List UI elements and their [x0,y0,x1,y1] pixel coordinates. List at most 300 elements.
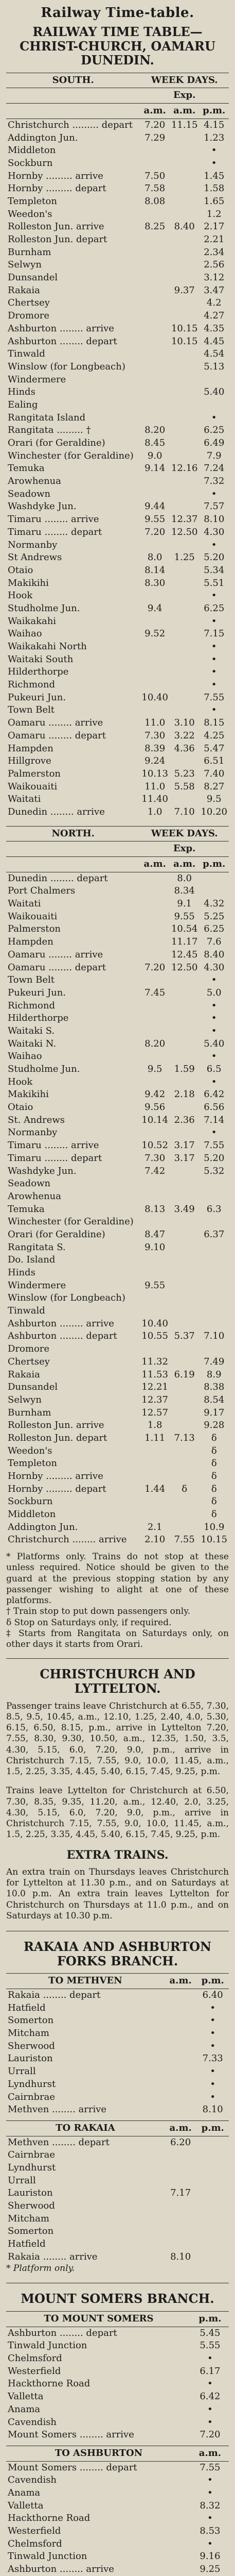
south-time: 6.25 [204,425,225,436]
south-time: 12.16 [171,463,198,474]
to-mount-somers-body [6,2327,229,2442]
north-time: 10.54 [171,923,198,935]
south-time: 11.15 [171,119,198,130]
south-col-1 [140,88,170,104]
south-time [199,374,229,386]
north-station: Washdyke Jun. [8,1165,77,1176]
north-time [140,1267,170,1279]
north-row [6,1343,229,1356]
south-time: • [211,412,217,423]
north-station: Tinwald [8,1305,45,1317]
south-time: • [211,615,217,627]
north-station: Waitaki N. [8,1038,57,1049]
north-time-label-3: p.m. [199,857,229,872]
north-station: Do. Island [8,1254,56,1266]
north-time [140,1292,170,1305]
north-time: 3.17 [174,1140,195,1151]
south-time: 5.20 [204,552,225,563]
north-week-days: WEEK DAYS. [140,826,229,841]
south-station: Ealing [8,399,38,410]
rakaia-time [196,2225,229,2238]
north-row [6,885,229,898]
north-station: Oamaru ........ depart [8,962,106,973]
north-time-label-1: a.m. [140,857,170,872]
north-station: Arowhenua [8,1190,62,1202]
north-row [6,872,229,885]
south-row [6,539,229,552]
south-table [6,73,229,819]
south-time: 4.30 [204,526,225,537]
north-time [199,1216,229,1228]
ashburton-row [6,2563,229,2576]
south-station: Town Belt [8,704,55,716]
south-row [6,615,229,628]
north-time [170,1000,200,1013]
south-station: Seadown [8,488,51,499]
south-row [6,119,229,131]
methven-station: Lauriston [8,2053,53,2064]
south-time: 5.34 [204,564,225,576]
north-time [140,872,170,885]
south-time [170,641,200,653]
south-time: 12.37 [171,514,198,525]
ashburton-row [6,2474,229,2487]
north-row [6,1292,229,1305]
north-time [140,1190,170,1203]
south-time [140,323,170,335]
south-station: Waikouaiti [8,781,58,792]
rakaia-time [196,2149,229,2162]
south-station: Waikakahi North [8,641,87,652]
north-time [170,1318,200,1331]
north-time: 10.40 [141,1318,168,1329]
south-time [170,424,200,437]
extra-trains-text: An extra train on Thursdays leaves Christchurch for Lyttelton at 11.30 p.m., and on Saturdays at 10.0 p.m. An extra train leaves Lyttelton for Christchurch on Thursdays at 11.0 p.m., and on Saturdays at 10.30 p.m. [6,1866,229,1921]
south-station: Dromore [8,310,50,322]
rakaia-row [6,2175,229,2187]
south-row [6,182,229,195]
south-time: 12.50 [171,526,198,537]
methven-time: • [210,2066,216,2077]
north-time: 7.55 [174,1534,195,1545]
south-time [170,195,200,208]
rakaia-row [6,2149,229,2162]
south-time: 1.25 [174,552,195,563]
south-time [140,144,170,157]
north-time: 5.20 [204,1152,225,1164]
south-time: 7.50 [144,170,166,181]
methven-time [165,2103,197,2116]
ashburton-time: 9.16 [200,2551,221,2562]
north-time: 5.0 [206,987,222,998]
north-time: 10.52 [141,1140,168,1151]
north-station: Seadown [8,1178,51,1189]
south-time [140,412,170,425]
south-row [6,743,229,755]
south-row [6,730,229,743]
north-row [6,1228,229,1241]
south-row [6,424,229,437]
north-row [6,1126,229,1139]
methven-station: Methven ........ arrive [8,2104,107,2115]
north-time: 8.0 [177,872,192,884]
north-station: St. Andrews [8,1114,65,1125]
north-row [6,1369,229,1382]
north-station: Rangitata S. [8,1241,66,1253]
south-time: 7.40 [204,768,225,779]
methven-time: 8.10 [202,2104,223,2115]
north-time: 10.55 [141,1331,168,1342]
north-station: Christchurch ........ arrive [8,1534,127,1545]
methven-time [165,2091,197,2104]
north-row [6,1521,229,1534]
north-row [6,1000,229,1013]
south-time: 11.40 [141,794,168,805]
south-time [140,539,170,552]
north-row [6,1394,229,1407]
rakaia-station: Urrall [8,2175,36,2186]
ashburton-time: • [207,2474,213,2486]
south-row [6,233,229,246]
south-time [170,488,200,501]
methven-time [165,2040,197,2053]
south-time [170,144,200,157]
ashburton-station: Anama [8,2487,41,2498]
rakaia-row [6,2162,229,2175]
north-row [6,898,229,911]
south-row [6,195,229,208]
to-methven-table [6,1973,229,2116]
north-station: Hinds [8,1267,35,1278]
methven-station: Mitcham [8,2028,49,2039]
south-station: Waihao [8,628,42,639]
south-time: 6.51 [204,755,225,767]
south-station: St Andrews [8,552,62,563]
south-time [170,679,200,692]
ashburton-station: Cavendish [8,2474,57,2486]
south-time: 8.30 [144,577,166,588]
north-time [140,1012,170,1025]
ashburton-station: Westerfield [8,2526,61,2537]
north-body [6,872,229,1546]
south-time: • [211,157,217,169]
south-station: Pukeuri Jun. [8,692,66,703]
south-time: • [211,666,217,678]
extra-trains-title: EXTRA TRAINS. [66,1848,169,1862]
north-station: Hook [8,1076,33,1087]
north-time [140,1000,170,1013]
north-time [199,1292,229,1305]
north-time [170,1267,200,1279]
north-station: Waitati [8,898,41,910]
north-station: Hornby ......... arrive [8,1471,103,1482]
south-time: 9.5 [206,794,222,805]
south-time: 10.15 [171,323,198,334]
south-time: 7.24 [204,463,225,474]
south-time: 1.0 [147,806,162,817]
rakaia-station: Sherwood [8,2200,55,2212]
rakaia-time [196,2187,229,2200]
south-station: Selwyn [8,259,42,271]
rakaia-station: Mitcham [8,2213,49,2224]
south-time: 7.58 [144,183,166,194]
south-row [6,602,229,615]
south-row [6,335,229,348]
north-row [6,1279,229,1292]
south-time [140,361,170,374]
north-row [6,1088,229,1101]
south-time: 1.65 [204,195,225,207]
north-row [6,1012,229,1025]
south-time: 9.24 [144,755,166,767]
south-time: 9.14 [144,463,166,474]
south-time: 5.51 [204,577,225,588]
south-row [6,806,229,819]
north-row [6,1254,229,1267]
south-row [6,564,229,577]
north-time: 9.42 [144,1089,166,1100]
north-time: • [211,1025,217,1036]
methven-row [6,2027,229,2040]
rakaia-row [6,2213,229,2226]
north-time: 6.56 [204,1102,225,1113]
south-time: 1.23 [204,132,225,143]
mount-somers-row [6,2327,229,2339]
south-time: 8.40 [174,221,195,232]
rakaia-station: Rakaia ........ arrive [8,2251,98,2262]
methven-row [6,2091,229,2104]
methven-time [165,2014,197,2027]
north-time: 7.30 [144,1152,166,1164]
rakaia-station: Somerton [8,2226,54,2237]
north-station: Hilderthorpe [8,1013,69,1024]
south-time: 5.23 [174,768,195,779]
north-time [199,1177,229,1190]
north-station: Sockburn [8,1496,53,1507]
north-time: 9.5 [147,1064,162,1075]
north-row [6,1114,229,1127]
north-time: 9.55 [174,911,195,922]
mount-somers-row [6,2339,229,2352]
south-time: 3.10 [174,717,195,729]
platform-only-note: * Platform only. [6,2263,75,2274]
south-time [140,704,170,717]
south-time [170,208,200,221]
to-rakaia-title: TO RAKAIA [6,2120,165,2136]
south-time: 8.39 [144,743,166,754]
north-time: 10.9 [204,1521,225,1533]
north-time: 8.38 [204,1382,225,1393]
south-week-days: WEEK DAYS. [140,73,229,88]
north-time: 6.25 [204,923,225,935]
north-station: Studholme Jun. [8,1064,80,1075]
rakaia-ashburton-section [6,1940,229,2274]
south-time [170,386,200,399]
south-time: 7.55 [204,692,225,703]
mount-somers-station: Cavendish [8,2416,57,2428]
mount-somers-row [6,2390,229,2403]
south-time: 8.25 [144,221,166,232]
north-time [140,1508,170,1521]
south-time [140,246,170,259]
rakaia-station: Lyndhurst [8,2162,56,2173]
to-rakaia-body [6,2136,229,2263]
mount-somers-time: 5.45 [200,2327,221,2338]
to-ashburton-body [6,2461,229,2576]
north-time-label-2: a.m. [170,857,200,872]
north-station: Oamaru ........ arrive [8,949,103,960]
south-time [140,641,170,653]
mount-somers-station: Tinwald Junction [8,2340,87,2351]
north-station: Ashburton ........ arrive [8,1318,114,1329]
rakaia-time [196,2136,229,2149]
north-station: Dromore [8,1343,50,1355]
to-mount-somers-time: p.m. [191,2312,229,2327]
south-time [170,628,200,641]
north-row [6,1445,229,1458]
north-time: 6.3 [206,1203,222,1215]
north-time [140,885,170,898]
methven-time: 7.33 [202,2053,223,2064]
south-station: Burnham [8,246,51,258]
north-time: 9.56 [144,1102,166,1113]
south-time: 3.47 [204,284,225,296]
north-time: 12.50 [171,962,198,973]
north-row [6,1177,229,1190]
south-row [6,628,229,641]
south-station: Studholme Jun. [8,602,80,614]
south-time: 7.15 [204,628,225,639]
south-row [6,679,229,692]
north-row [6,1470,229,1483]
north-time: 8.40 [204,949,225,960]
south-station: Dunedin ........ arrive [8,806,105,817]
north-station: Weedon's [8,1445,52,1456]
north-time: 11.32 [141,1356,168,1367]
south-time [170,348,200,361]
rakaia-station: Hatfield [8,2238,46,2250]
north-time: 4.30 [204,962,225,973]
mount-somers-station: Westerfield [8,2365,61,2377]
north-time [170,1470,200,1483]
south-time: 7.20 [144,526,166,537]
methven-row [6,2014,229,2027]
south-station: Sockburn [8,157,53,169]
south-station: Waikakahi [8,615,57,627]
north-time [170,1356,200,1369]
north-station: Palmerston [8,923,61,935]
south-station: Timaru ........ arrive [8,514,99,525]
north-time: 12.37 [141,1394,168,1405]
south-time: 5.13 [204,361,225,372]
north-time [170,1521,200,1534]
south-station: Ashburton ........ arrive [8,323,114,334]
north-station: Ashburton ........ depart [8,1331,117,1342]
north-time: δ [211,1445,217,1456]
north-station: Timaru ........ arrive [8,1140,99,1151]
methven-station: Urrall [8,2066,36,2077]
north-time: 3.49 [174,1203,195,1215]
south-time [140,272,170,284]
north-station: Rakaia [8,1369,40,1380]
north-time: 7.6 [206,936,222,948]
north-time: 9.17 [204,1407,225,1418]
mount-somers-station: Ashburton ........ depart [8,2327,117,2338]
ashburton-time: • [207,2487,213,2498]
south-time: 7.9 [206,450,222,461]
south-time: 10.15 [171,335,198,347]
south-time [140,488,170,501]
south-body [6,119,229,818]
south-row [6,450,229,463]
to-ashburton-title: TO ASHBURTON [6,2446,191,2461]
north-time: 5.40 [204,1038,225,1049]
to-rakaia-table [6,2120,229,2264]
south-station: Hampden [8,743,53,754]
north-time: • [211,1000,217,1011]
page-title: Railway Time-table. [41,5,194,21]
north-time [140,1216,170,1228]
south-time [140,208,170,221]
north-time: δ [211,1471,217,1482]
rakaia-row [6,2238,229,2251]
south-time [140,233,170,246]
north-col-1 [140,841,170,857]
methven-row [6,2065,229,2078]
south-time: 7.29 [144,132,166,143]
north-station: Town Belt [8,974,55,986]
south-row [6,259,229,272]
north-time [140,1050,170,1063]
rakaia-row [6,2200,229,2213]
rakaia-time [165,2225,197,2238]
mount-somers-station: Mount Somers ........ arrive [8,2429,134,2440]
north-time [199,1318,229,1331]
north-row [6,1216,229,1228]
north-time [140,1457,170,1470]
north-time [170,1254,200,1267]
mount-somers-time: • [207,2403,213,2415]
north-time: 9.55 [144,1279,166,1291]
south-station: Winslow (for Longbeach) [8,361,125,372]
rakaia-time [165,2149,197,2162]
south-time [170,590,200,602]
rakaia-time [165,2175,197,2187]
rakaia-time [196,2251,229,2264]
north-time [140,974,170,987]
to-mount-somers-title: TO MOUNT SOMERS [6,2312,191,2327]
north-row [6,1241,229,1254]
north-station: Orari (for Geraldine) [8,1228,105,1240]
north-station: Dunedin ........ depart [8,872,108,884]
south-time [140,284,170,297]
north-time [140,911,170,923]
north-time: 2.18 [174,1089,195,1100]
south-time: • [211,679,217,691]
south-time [140,386,170,399]
south-time [140,335,170,348]
north-row [6,1419,229,1432]
north-station: Port Chalmers [8,885,76,897]
methven-time: • [210,2078,216,2090]
rakaia-row [6,2225,229,2238]
south-time: 2.17 [204,221,225,232]
north-station: Temuka [8,1203,45,1215]
north-time [140,1025,170,1038]
north-time: 7.13 [174,1432,195,1443]
north-time [170,974,200,987]
methven-time [165,2052,197,2065]
